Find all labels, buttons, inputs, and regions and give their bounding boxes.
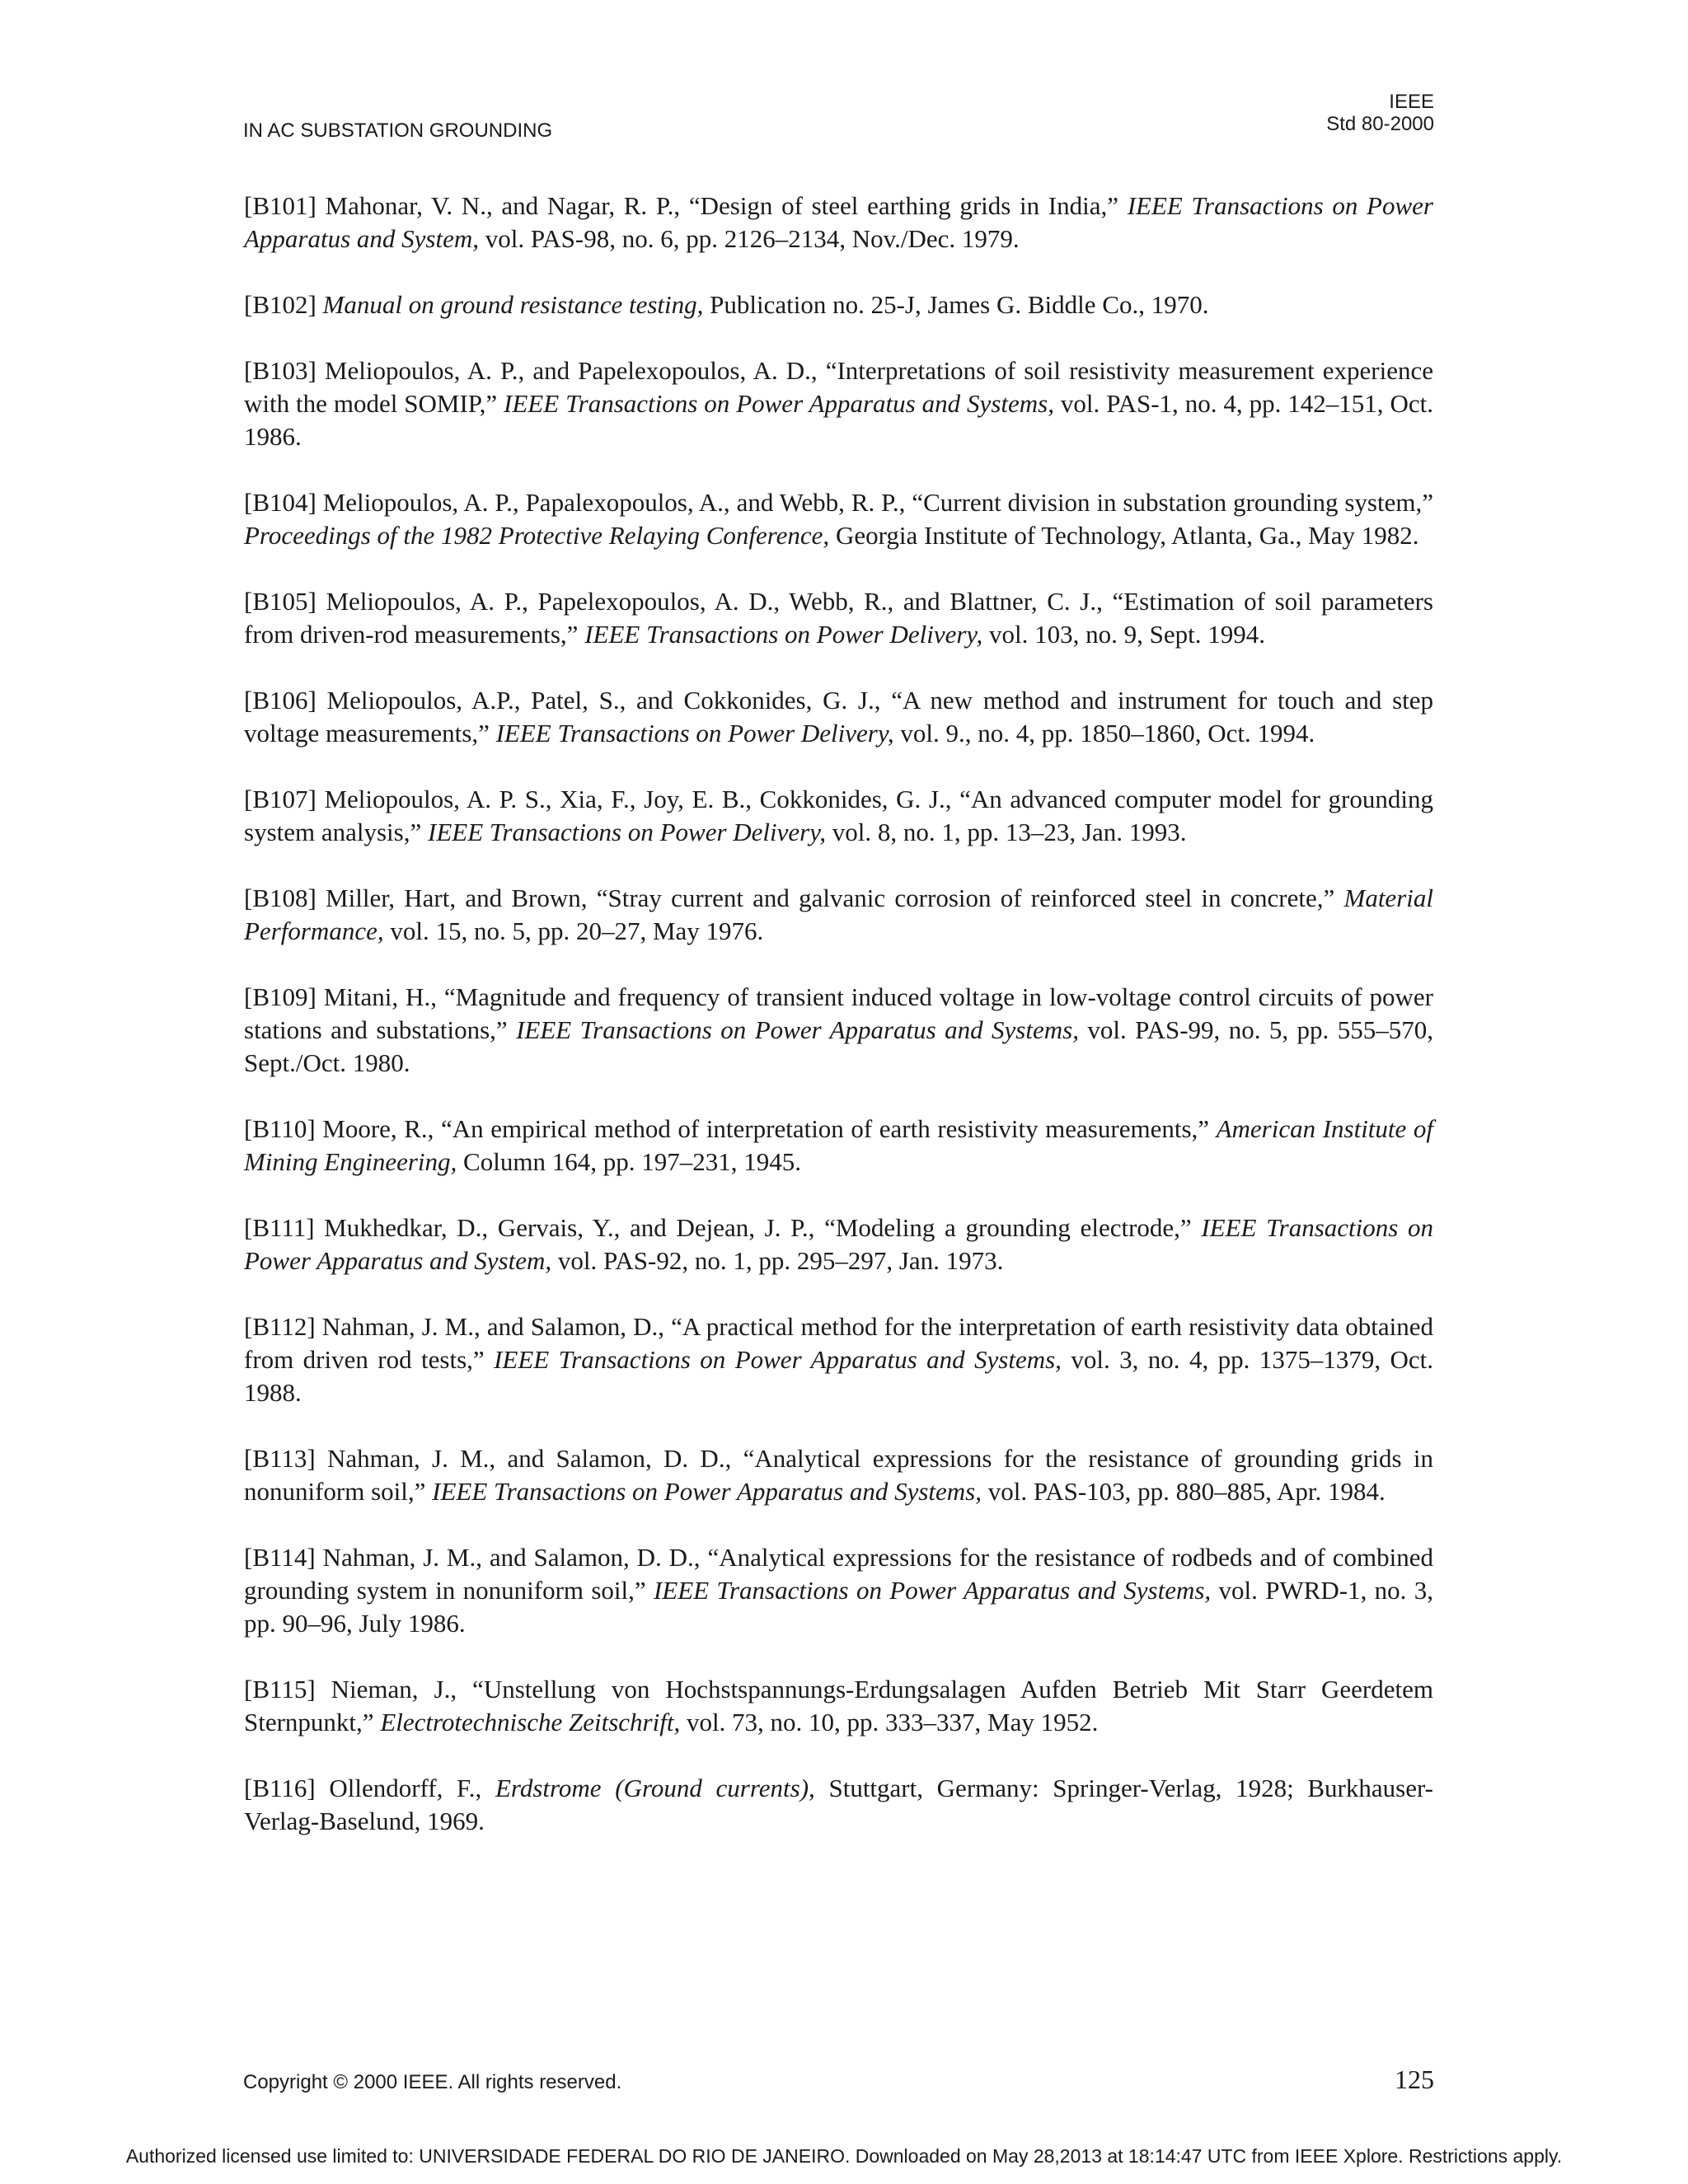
standard-designation: [1326, 91, 1434, 135]
reference-item: [B111] Mukhedkar, D., Gervais, Y., and Dejean, J. P., “Modeling a grounding electrode,” IEEE Transactions on Power Apparatus and System, vol. PAS-92, no. 1, pp. 295–297, Jan. 1973.: [244, 1213, 1433, 1275]
running-head: IN AC SUBSTATION GROUNDING: [243, 120, 553, 142]
reference-item: [B107] Meliopoulos, A. P. S., Xia, F., Joy, E. B., Cokkonides, G. J., “An advanced computer model for grounding system analysis,” IEEE Transactions on Power Delivery, vol. 8, no. 1, pp. 13–23, Jan. 1993.: [244, 785, 1433, 846]
reference-item: [B109] Mitani, H., “Magnitude and frequency of transient induced voltage in low-voltage control circuits of power stations and substations,” IEEE Transactions on Power Apparatus and Systems, vol. PAS-99, no. 5, pp. 555–570, Sept./Oct. 1980.: [244, 982, 1433, 1077]
page-footer: [243, 2064, 1434, 2097]
standard-org: IEEE: [1389, 91, 1434, 113]
reference-item: [B112] Nahman, J. M., and Salamon, D., “A practical method for the interpretation of earth resistivity data obtained from driven rod tests,” IEEE Transactions on Power Apparatus and Systems, vol. 3, no. 4, pp. 1375–1379, Oct. 1988.: [244, 1312, 1433, 1407]
reference-item: [B115] Nieman, J., “Unstellung von Hochstspannungs-Erdungsalagen Aufden Betrieb Mit Starr Geerdetem Sternpunkt,” Electrotechnische Zeitschrift, vol. 73, no. 10, pp. 333–337, May 1952.: [244, 1675, 1433, 1736]
reference-item: [B113] Nahman, J. M., and Salamon, D. D., “Analytical expressions for the resistance of grounding grids in nonuniform soil,” IEEE Transactions on Power Apparatus and Systems, vol. PAS-103, pp. 880–885, Apr. 1984.: [244, 1444, 1433, 1506]
page-header: [243, 91, 1434, 148]
reference-item: [B108] Miller, Hart, and Brown, “Stray current and galvanic corrosion of reinforced steel in concrete,” Material Performance, vol. 15, no. 5, pp. 20–27, May 1976.: [244, 883, 1433, 945]
reference-list: [244, 190, 1433, 1871]
reference-item: [B104] Meliopoulos, A. P., Papalexopoulos, A., and Webb, R. P., “Current division in substation grounding system,” Proceedings of the 1982 Protective Relaying Conference, Georgia Institute of Technology, Atlanta, Ga., May 1982.: [244, 488, 1433, 550]
reference-item: [B110] Moore, R., “An empirical method of interpretation of earth resistivity measurements,” American Institute of Mining Engineering, Column 164, pp. 197–231, 1945.: [244, 1114, 1433, 1176]
reference-item: [B116] Ollendorff, F., Erdstrome (Ground currents), Stuttgart, Germany: Springer-Verlag, 1928; Burkhauser-Verlag-Baselund, 1969.: [244, 1774, 1433, 1835]
reference-item: [B105] Meliopoulos, A. P., Papelexopoulos, A. D., Webb, R., and Blattner, C. J., “Estimation of soil parameters from driven-rod measurements,” IEEE Transactions on Power Delivery, vol. 103, no. 9, Sept. 1994.: [244, 587, 1433, 649]
reference-item: [B101] Mahonar, V. N., and Nagar, R. P., “Design of steel earthing grids in India,” IEEE Transactions on Power Apparatus and System, vol. PAS-98, no. 6, pp. 2126–2134, Nov./Dec. 1979.: [244, 191, 1433, 253]
license-notice: Authorized licensed use limited to: UNIVERSIDADE FEDERAL DO RIO DE JANEIRO. Downloaded on May 28,2013 at 18:14:47 UTC from IEEE Xplore. Restrictions apply.: [125, 2145, 1563, 2167]
reference-item: [B106] Meliopoulos, A.P., Patel, S., and Cokkonides, G. J., “A new method and instrument for touch and step voltage measurements,” IEEE Transactions on Power Delivery, vol. 9., no. 4, pp. 1850–1860, Oct. 1994.: [244, 686, 1433, 748]
copyright-notice: Copyright © 2000 IEEE. All rights reserved.: [243, 2071, 622, 2093]
reference-item: [B114] Nahman, J. M., and Salamon, D. D., “Analytical expressions for the resistance of rodbeds and of combined grounding system in nonuniform soil,” IEEE Transactions on Power Apparatus and Systems, vol. PWRD-1, no. 3, pp. 90–96, July 1986.: [244, 1543, 1433, 1638]
reference-item: [B103] Meliopoulos, A. P., and Papelexopoulos, A. D., “Interpretations of soil resistivity measurement experience with the model SOMIP,” IEEE Transactions on Power Apparatus and Systems, vol. PAS-1, no. 4, pp. 142–151, Oct. 1986.: [244, 356, 1433, 451]
reference-item: [B102] Manual on ground resistance testing, Publication no. 25-J, James G. Biddle Co., 1970.: [244, 290, 1209, 319]
page-number: 125: [1395, 2064, 1434, 2094]
standard-number: Std 80-2000: [1326, 113, 1434, 135]
